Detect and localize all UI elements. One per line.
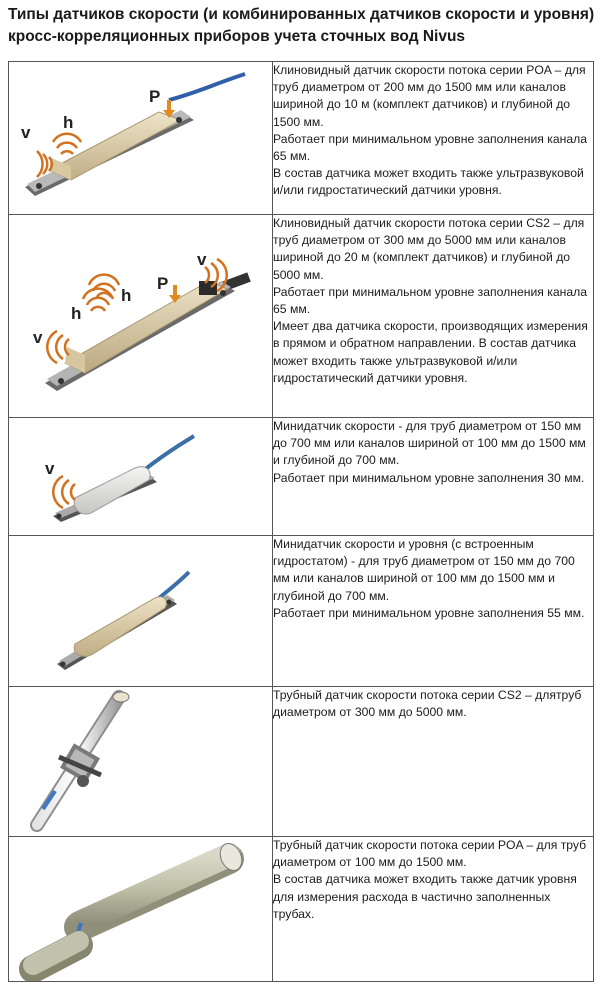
description-paragraph: Трубный датчик скорости потока серии CS2 – длятруб диаметром от 300 мм до 5000 мм. xyxy=(273,688,582,720)
table-row xyxy=(9,837,594,982)
pressure-label: P xyxy=(157,274,169,293)
description-paragraph: Работает при минимальном уровне заполнения канала 65 мм. xyxy=(273,131,588,164)
poa-wedge-sensor-illustration xyxy=(9,62,271,214)
description-paragraph: Работает при минимальном уровне заполнения 30 мм. xyxy=(273,470,585,485)
level-label: h xyxy=(71,304,82,323)
description-paragraph: Имеет два датчика скорости, производящих измерения в прямом и обратном направлении. В состав датчика может входить также ультразвуковой и/или гидростатический датчики уровня. xyxy=(273,319,588,385)
description-paragraph: Минидатчик скорости - для труб диаметром от 150 мм до 700 мм или каналов шириной от 100 мм до 1500 мм и глубиной до 700 мм. xyxy=(273,419,586,468)
title-line-1: Типы датчиков скорости (и комбинированных датчиков скорости и уровня) xyxy=(8,6,595,23)
description-paragraph: Минидатчик скорости и уровня (с встроенным гидростатом) - для труб диаметром от 150 мм до 700 мм или каналов шириной от 100 мм до 1500 мм и глубиной до 700 мм. xyxy=(273,537,575,603)
page-title xyxy=(8,4,596,48)
sensor-description xyxy=(273,536,594,687)
table-row xyxy=(9,536,594,687)
sensor-image-cell xyxy=(9,536,273,687)
sensor-description xyxy=(273,418,594,536)
description-paragraph: Трубный датчик скорости потока серии POA – для труб диаметром от 100 мм до 1500 мм. xyxy=(273,838,587,870)
description-paragraph: Клиновидный датчик скорости потока серии CS2 – для труб диаметром от 300 мм до 5000 мм или каналов шириной до 20 м (комплект датчиков) и глубиной до 5000 мм. xyxy=(273,216,585,282)
sensor-table xyxy=(8,61,594,982)
velocity-label: v xyxy=(45,459,55,478)
mini-velocity-level-sensor-illustration xyxy=(9,536,271,686)
description-paragraph: Клиновидный датчик скорости потока серии POA – для труб диаметром от 200 мм до 1500 мм или каналов шириной до 10 м (комплект датчиков) и глубиной до 1500 мм. xyxy=(273,63,586,129)
description-paragraph: В состав датчика может входить также ультразвуковой и/или гидростатический датчики уровня. xyxy=(273,166,584,198)
sensor-description xyxy=(273,215,594,418)
poa-pipe-sensor-illustration xyxy=(9,837,271,981)
table-row xyxy=(9,687,594,837)
velocity-label: v xyxy=(33,328,43,347)
mini-velocity-sensor-illustration xyxy=(9,418,271,535)
sensor-description xyxy=(273,837,594,982)
description-paragraph: Работает при минимальном уровне заполнения 55 мм. xyxy=(273,605,585,620)
table-row xyxy=(9,418,594,536)
velocity-label: v xyxy=(197,250,207,269)
table-row xyxy=(9,215,594,418)
table-row xyxy=(9,62,594,215)
pressure-label: P xyxy=(149,87,161,106)
cs2-wedge-sensor-illustration xyxy=(9,215,271,417)
sensor-image-cell xyxy=(9,215,273,418)
cs2-pipe-sensor-illustration xyxy=(9,687,271,836)
description-paragraph: Работает при минимальном уровне заполнения канала 65 мм. xyxy=(273,284,588,317)
sensor-image-cell xyxy=(9,62,273,215)
sensor-image-cell xyxy=(9,837,273,982)
sensor-description xyxy=(273,687,594,837)
title-line-2: кросс-корреляционных приборов учета сточных вод Nivus xyxy=(8,28,466,45)
sensor-description xyxy=(273,62,594,215)
level-label: h xyxy=(63,113,74,132)
sensor-image-cell xyxy=(9,418,273,536)
level-label: h xyxy=(121,286,132,305)
description-paragraph: В состав датчика может входить также датчик уровня для измерения расхода в частично заполненных трубах. xyxy=(273,872,577,921)
velocity-label: v xyxy=(21,123,31,142)
sensor-image-cell xyxy=(9,687,273,837)
